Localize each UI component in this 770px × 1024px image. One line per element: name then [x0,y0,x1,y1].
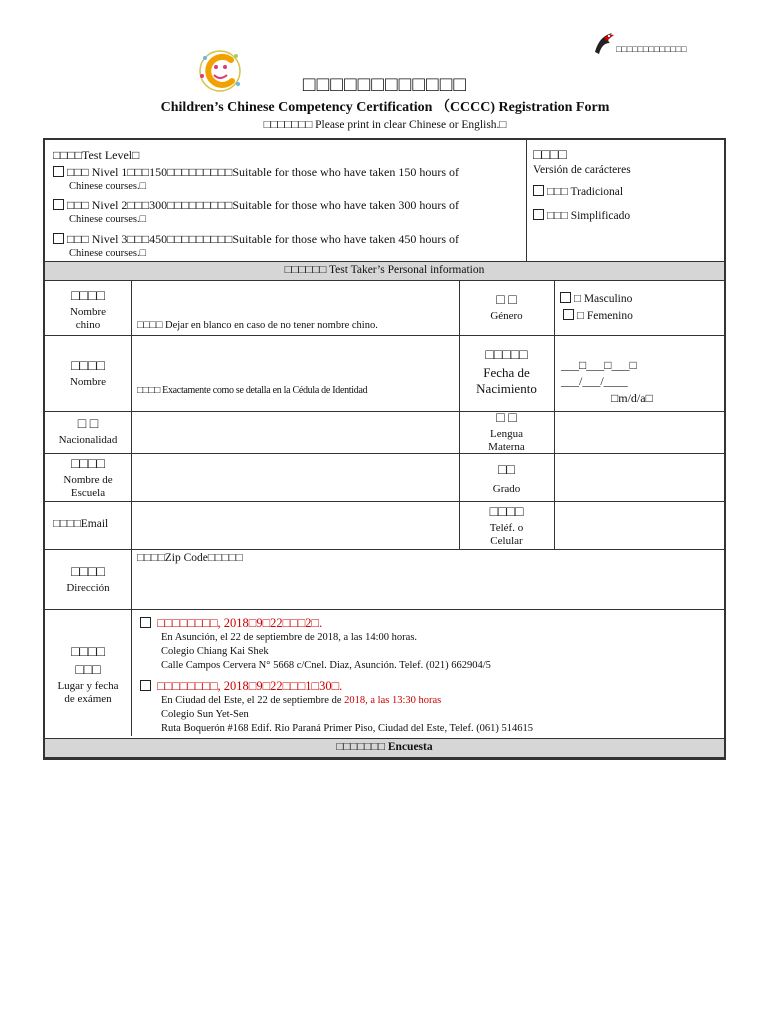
exam-place-label: □□□□ □□□ Lugar y fecha de exámen [57,645,119,705]
mother-tongue-label: □ □ Lengua Materna [488,411,525,453]
ciudad-del-este-detail-1: En Ciudad del Este, el 22 de septiembre de 2018, a las 13:30 horas [161,695,442,706]
level-2-label: □□□ Nivel 2□□□300□□□□□□□□□Suitable for those who have taken 300 hours of [67,198,459,212]
phone-input[interactable] [558,505,720,545]
birth-date-input[interactable]: ___/___/____ [561,374,628,388]
school-label: □□□□ Nombre de Escuela [63,457,113,499]
chinese-name-hint: □□□□ Dejar en blanco en caso de no tener nombre chino. [137,320,378,331]
simplified-label: □□□ Simplificado [547,210,631,222]
character-version-subheading: Versión de carácteres [533,164,631,176]
level-1-continuation: Chinese courses.□ [69,181,146,192]
gender-label: □ □ Género [490,293,523,322]
level-2-continuation: Chinese courses.□ [69,214,146,225]
asuncion-title: □□□□□□□□ [157,616,218,630]
chinese-name-label: □□□□ Nombre chino [69,289,107,331]
ciudad-del-este-checkbox[interactable] [140,680,151,691]
organization-logo [592,30,712,60]
form-title-english: Children’s Chinese Competency Certification （CCCC) Registration Form [160,100,610,115]
male-option[interactable] [560,292,632,305]
level-3-continuation: Chinese courses.□ [69,248,146,259]
asuncion-detail-1: En Asunción, el 22 de septiembre de 2018, a las 14:00 horas. [161,632,418,643]
phone-label: □□□□ Teléf. o Celular [489,505,524,547]
female-label: □ Femenino [577,310,633,322]
name-label: □□□□ Nombre [69,359,107,388]
traditional-option[interactable] [533,185,623,198]
personal-info-band: □□□□□□ Test Taker’s Personal information [45,261,724,281]
level-3-label: □□□ Nivel 3□□□450□□□□□□□□□Suitable for those who have taken 450 hours of [67,232,459,246]
simplified-option[interactable] [533,209,630,222]
level-1-checkbox[interactable] [53,166,64,177]
character-version-heading: □□□□ [533,148,567,163]
male-label: □ Masculino [574,293,633,305]
test-level-heading: □□□□Test Level□ [53,148,140,162]
birth-date-label: □□□□□ Fecha de Nacimiento [476,348,537,396]
name-input[interactable] [135,339,455,381]
ciudad-del-este-school: Colegio Sun Yet-Sen [161,709,249,720]
traditional-checkbox[interactable] [533,185,544,196]
nationality-input[interactable] [135,415,455,449]
registration-form-table [43,138,726,760]
form-instructions: □□□□□□□ Please print in clear Chinese or English.□ [263,119,507,131]
ciudad-del-este-title: □□□□□□□□ [157,679,218,693]
simplified-checkbox[interactable] [533,209,544,220]
level-1-option[interactable] [53,165,459,180]
exam-option-ciudad-del-este[interactable] [140,679,342,694]
nationality-label: □ □ Nacionalidad [58,417,118,446]
grade-input[interactable] [558,457,720,497]
female-option[interactable] [563,309,633,322]
asuncion-checkbox[interactable] [140,617,151,628]
chinese-name-input[interactable] [135,283,455,317]
level-3-option[interactable] [53,232,459,247]
mother-tongue-input[interactable] [558,415,720,449]
form-title-chinese: □□□□□□□□□□□□ [302,72,468,96]
name-hint: □□□□ Exactamente como se detalla en la Cédula de Identidad [137,385,368,396]
email-label: □□□□Email [53,518,109,530]
asuncion-date: , 2018□9□22□□□2□. [217,616,323,630]
male-checkbox[interactable] [560,292,571,303]
female-checkbox[interactable] [563,309,574,320]
asuncion-school: Colegio Chiang Kai Shek [161,646,269,657]
address-input[interactable] [135,568,720,606]
exam-option-asuncion[interactable] [140,616,322,631]
address-label: □□□□ Dirección [66,565,110,594]
birth-date-format-cn: ___□___□___□ [561,358,637,372]
birth-date-format: □m/d/a□ [611,391,653,405]
zip-code-field[interactable]: □□□□Zip Code□□□□□ [137,552,243,564]
ciudad-del-este-date: , 2018□9□22□□□1□30□. [217,679,343,693]
level-3-checkbox[interactable] [53,233,64,244]
school-input[interactable] [135,457,455,497]
asuncion-address: Calle Campos Cervera N° 5668 c/Cnel. Diaz, Asunción. Telef. (021) 662904/5 [161,660,491,671]
level-1-label: □□□ Nivel 1□□□150□□□□□□□□□Suitable for those who have taken 150 hours of [67,165,459,179]
level-2-option[interactable] [53,198,459,213]
grade-label: □□ Grado [492,463,521,495]
dragon-logo-icon [592,30,616,56]
traditional-label: □□□ Tradicional [547,186,624,198]
email-input[interactable] [135,505,455,545]
ciudad-del-este-address: Ruta Boquerón #168 Edif. Rio Paraná Primer Piso, Ciudad del Este, Telef. (061) 514615 [161,723,534,734]
survey-band: □□□□□□□ Encuesta [45,738,724,758]
level-2-checkbox[interactable] [53,199,64,210]
organization-name: □□□□□□□□□□□□□ [616,44,687,54]
